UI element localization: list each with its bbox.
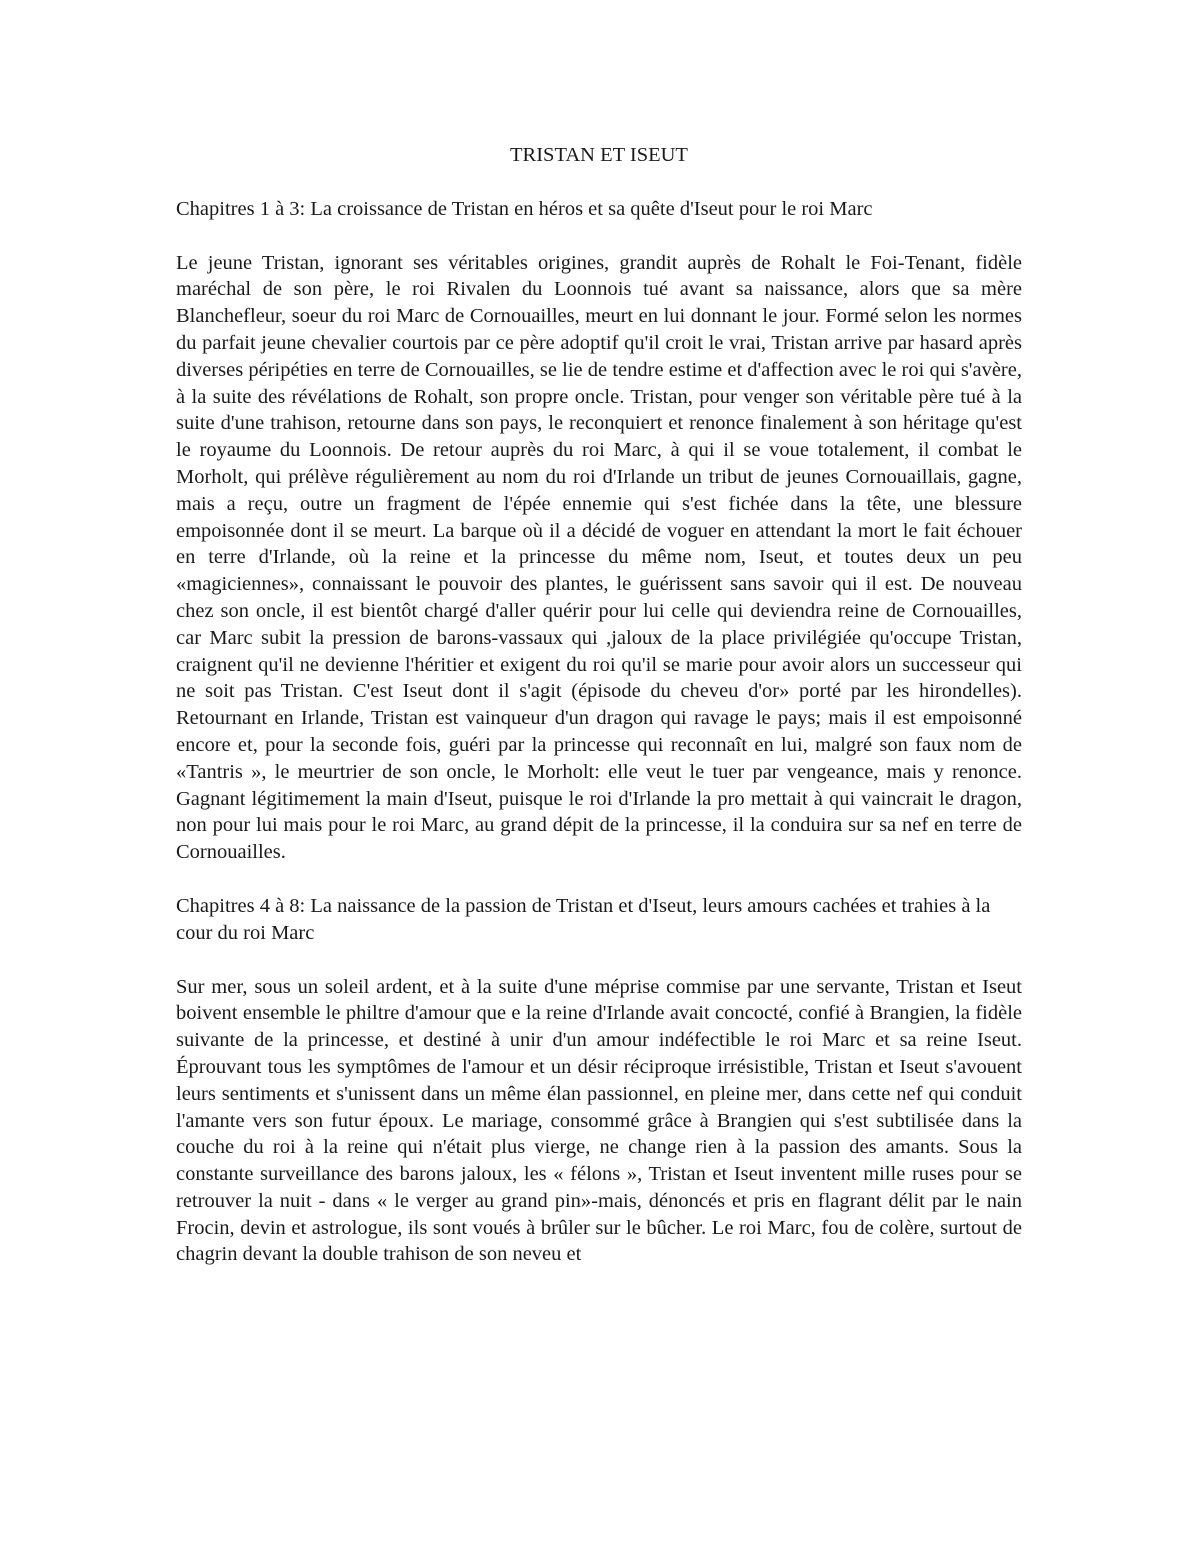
section-heading-2: Chapitres 4 à 8: La naissance de la passion de Tristan et d'Iseut, leurs amours cachées et trahies à la cour du roi Marc [176,894,991,944]
document-page [176,142,1022,1268]
section-heading-1: Chapitres 1 à 3: La croissance de Tristan en héros et sa quête d'Iseut pour le roi Marc [176,197,873,220]
section-paragraph-2: Sur mer, sous un soleil ardent, et à la suite d'une méprise commise par une servante, Tristan et Iseut boivent ensemble le philtre d'amour que e la reine d'Irlande avait concocté, confié à Brangien, la fidèle suivante de la princesse, et destiné à unir d'un amour indéfectible le roi Marc et sa reine Iseut. Éprouvant tous les symptômes de l'amour et un désir réciproque irrésistible, Tristan et Iseut s'avouent leurs sentiments et s'unissent dans un même élan passionnel, en pleine mer, dans cette nef qui conduit l'amante vers son futur époux. Le mariage, consommé grâce à Brangien qui s'est subtilisée dans la couche du roi à la reine qui n'était plus vierge, ne change rien à la passion des amants. Sous la constante surveillance des barons jaloux, les « félons », Tristan et Iseut inventent mille ruses pour se retrouver la nuit - dans « le verger au grand pin»-mais, dénoncés et pris en flagrant délit par le nain Frocin, devin et astrologue, ils sont voués à brûler sur le bûcher. Le roi Marc, fou de colère, surtout de chagrin devant la double trahison de son neveu et [176,975,1022,1266]
section-paragraph-1: Le jeune Tristan, ignorant ses véritables origines, grandit auprès de Rohalt le Foi-Tenant, fidèle maréchal de son père, le roi Rivalen du Loonnois tué avant sa naissance, alors que sa mère Blanchefleur, soeur du roi Marc de Cornouailles, meurt en lui donnant le jour. Formé selon les normes du parfait jeune chevalier courtois par ce père adoptif qu'il croit le vrai, Tristan arrive par hasard après diverses péripéties en terre de Cornouailles, se lie de tendre estime et d'affection avec le roi qui s'avère, à la suite des révélations de Rohalt, son propre oncle. Tristan, pour venger son véritable père tué à la suite d'une trahison, retourne dans son pays, le reconquiert et renonce finalement à son héritage qu'est le royaume du Loonnois. De retour auprès du roi Marc, à qui il se voue totalement, il combat le Morholt, qui prélève régulièrement au nom du roi d'Irlande un tribut de jeunes Cornouaillais, gagne, mais a reçu, outre un fragment de l'épée ennemie qui s'est fichée dans la tête, une blessure empoisonnée dont il se meurt. La barque où il a décidé de voguer en attendant la mort le fait échouer en terre d'Irlande, où la reine et la princesse du même nom, Iseut, et toutes deux un peu «magiciennes», connaissant le pouvoir des plantes, le guérissent sans savoir qui il est. De nouveau chez son oncle, il est bientôt chargé d'aller quérir pour lui celle qui deviendra reine de Cornouailles, car Marc subit la pression de barons-vassaux qui ,jaloux de la place privilégiée qu'occupe Tristan, craignent qu'il ne devienne l'héritier et exigent du roi qu'il se marie pour avoir alors un successeur qui ne soit pas Tristan. C'est Iseut dont il s'agit (épisode du cheveu d'or» porté par les hirondelles). Retournant en Irlande, Tristan est vainqueur d'un dragon qui ravage le pays; mais il est empoisonné encore et, pour la seconde fois, guéri par la princesse qui reconnaît en lui, malgré son faux nom de «Tantris », le meurtrier de son oncle, le Morholt: elle veut le tuer par vengeance, mais y renonce. Gagnant légitimement la main d'Iseut, puisque le roi d'Irlande la pro mettait à qui vaincrait le dragon, non pour lui mais pour le roi Marc, au grand dépit de la princesse, il la conduira sur sa nef en terre de Cornouailles. [176,251,1022,864]
document-title: TRISTAN ET ISEUT [510,144,688,166]
